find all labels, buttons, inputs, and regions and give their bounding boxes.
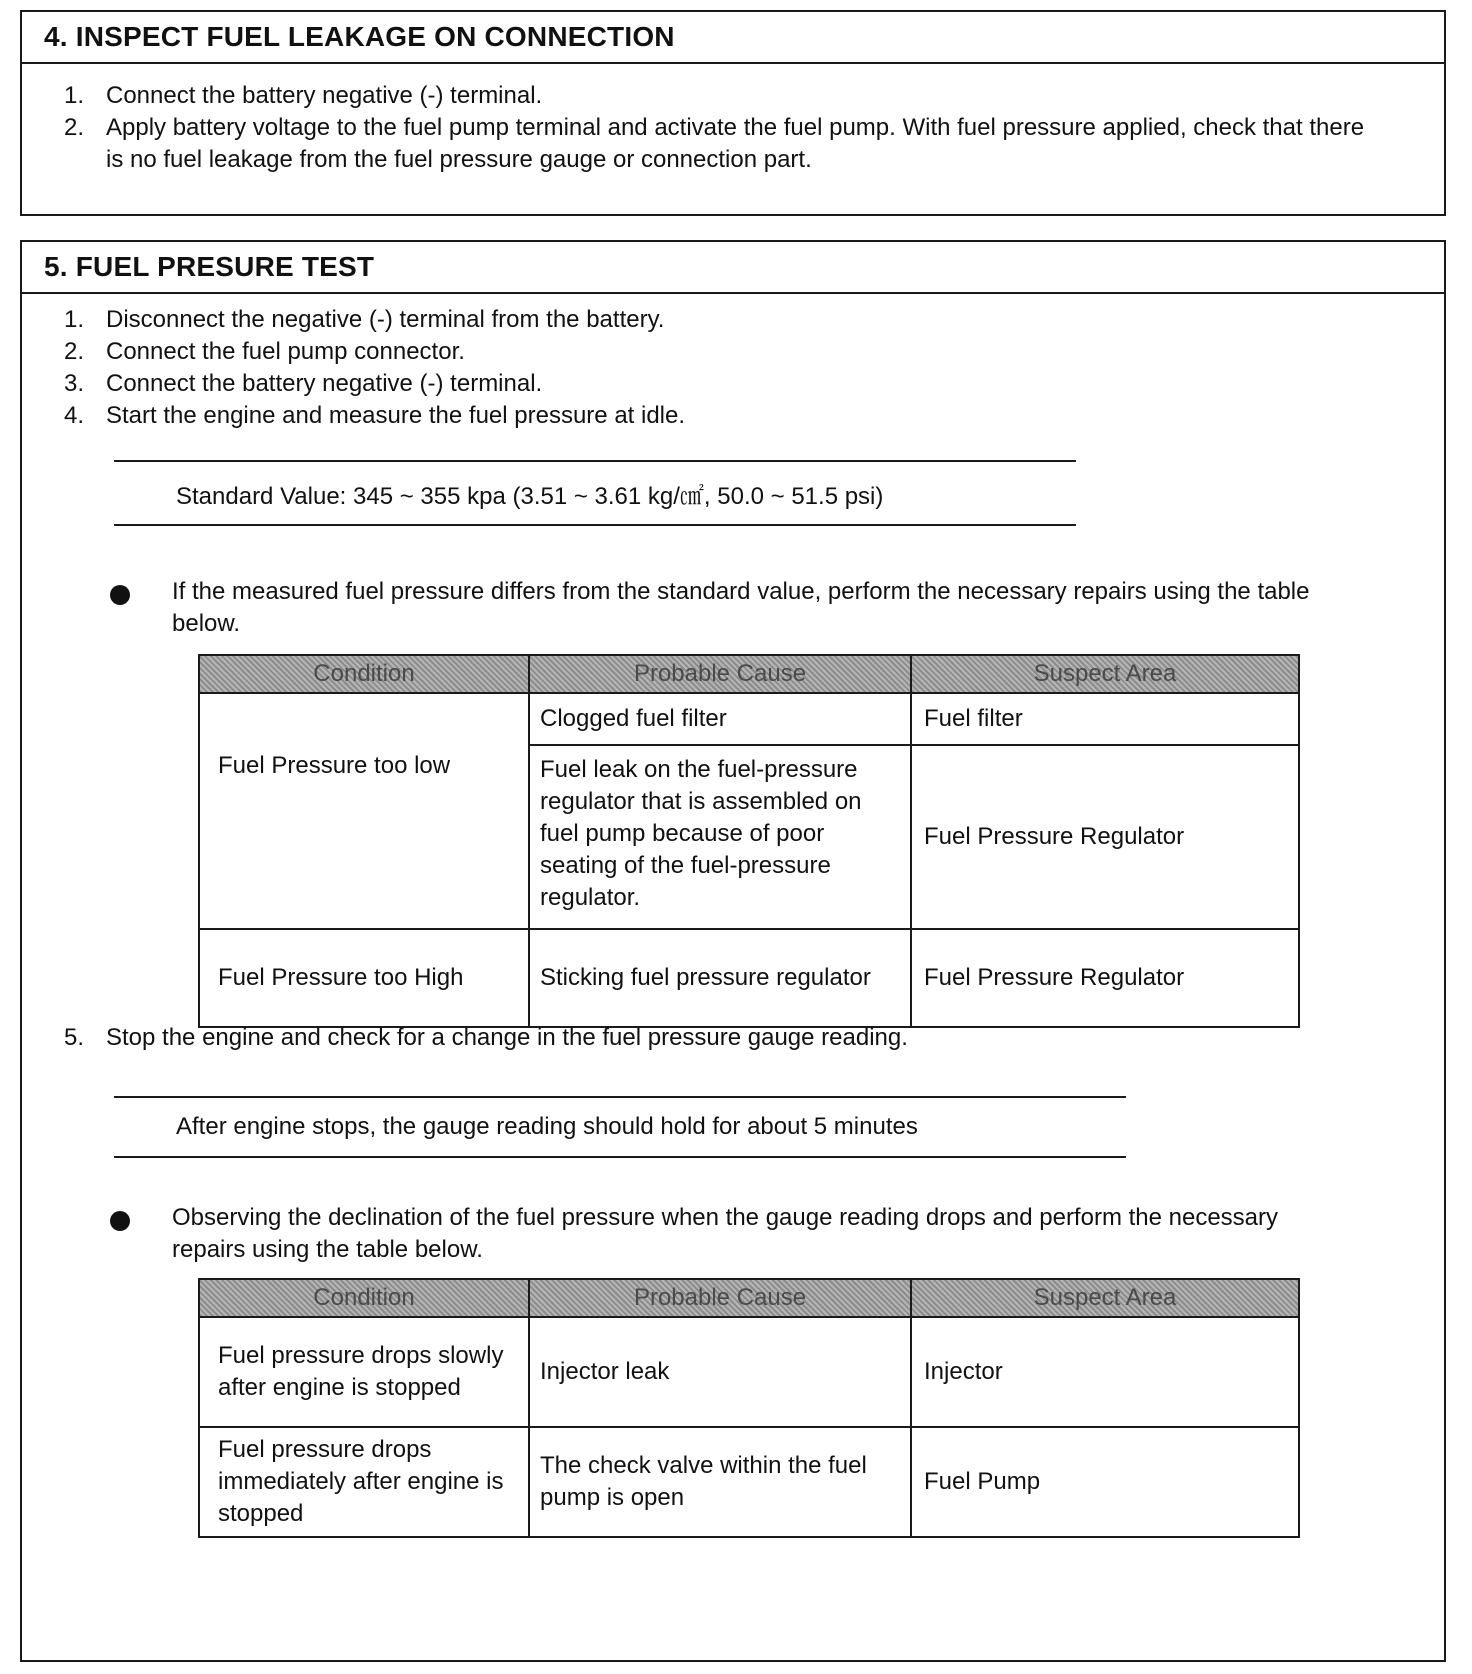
- bullet-icon: [110, 585, 130, 605]
- table-cell-remedy: Fuel Pressure Regulator: [911, 745, 1299, 929]
- note-text: If the measured fuel pressure differs from the standard value, perform the necessary repairs using the table below.: [172, 578, 1310, 637]
- table-cell-condition: Fuel pressure drops immediately after engine is stopped: [199, 1427, 529, 1537]
- step-text: Connect the fuel pump connector.: [106, 338, 465, 365]
- section-5-title: 5. FUEL PRESURE TEST: [22, 242, 1444, 294]
- step-text: Start the engine and measure the fuel pressure at idle.: [106, 402, 686, 429]
- step-number: 5.: [64, 1024, 85, 1051]
- pressure-drop-table: [198, 1278, 1300, 1538]
- bullet-icon: [110, 1211, 130, 1231]
- table-cell-cause: Clogged fuel filter: [529, 693, 911, 745]
- column-header: Suspect Area: [911, 655, 1299, 693]
- table-row: [199, 929, 1299, 1027]
- table-cell-cause: The check valve within the fuel pump is open: [529, 1427, 911, 1537]
- section-5-step-5: [62, 1022, 1384, 1054]
- column-header: Suspect Area: [911, 1279, 1299, 1317]
- divider: [114, 460, 1076, 462]
- divider: [114, 1096, 1126, 1098]
- table-header-row: [199, 1279, 1299, 1317]
- divider: [114, 1156, 1126, 1158]
- section-4-title: 4. INSPECT FUEL LEAKAGE ON CONNECTION: [22, 12, 1444, 64]
- table-row: [199, 693, 1299, 745]
- table-cell-condition: Fuel Pressure too low: [199, 693, 529, 929]
- column-header: Condition: [199, 1279, 529, 1317]
- list-item: [62, 336, 1384, 368]
- note-bullet: [110, 1202, 1324, 1266]
- pressure-diagnosis-table: [198, 654, 1300, 1028]
- section-inspect-fuel-leakage: [20, 10, 1446, 216]
- table-cell-remedy: Injector: [911, 1317, 1299, 1427]
- hold-note: After engine stops, the gauge reading should hold for about 5 minutes: [176, 1113, 918, 1140]
- step-text: Connect the battery negative (-) terminal.: [106, 82, 543, 109]
- section-4-steps: [62, 80, 1384, 176]
- list-item: [62, 1022, 1384, 1054]
- section-fuel-pressure-test: [20, 240, 1446, 1662]
- table-cell-remedy: Fuel Pressure Regulator: [911, 929, 1299, 1027]
- step-text: Apply battery voltage to the fuel pump terminal and activate the fuel pump. With fuel pressure applied, check that there is no fuel leakage from the fuel pressure gauge or connection part.: [106, 114, 1365, 173]
- step-text: Stop the engine and check for a change in the fuel pressure gauge reading.: [106, 1024, 908, 1051]
- step-number: 4.: [64, 402, 85, 429]
- table-cell-condition: Fuel pressure drops slowly after engine is stopped: [199, 1317, 529, 1427]
- list-item: [62, 400, 1384, 432]
- list-item: [62, 304, 1384, 336]
- step-number: 3.: [64, 370, 85, 397]
- standard-value: Standard Value: 345 ~ 355 kpa (3.51 ~ 3.61 kg/㎠, 50.0 ~ 51.5 psi): [176, 483, 884, 510]
- step-number: 2.: [64, 114, 85, 141]
- step-number: 2.: [64, 338, 85, 365]
- note-bullet: [110, 576, 1324, 640]
- section-5-steps: [62, 304, 1384, 432]
- table-cell-cause: Sticking fuel pressure regulator: [529, 929, 911, 1027]
- table-row: [199, 1427, 1299, 1537]
- step-number: 1.: [64, 306, 85, 333]
- column-header: Probable Cause: [529, 1279, 911, 1317]
- list-item: [62, 368, 1384, 400]
- note-text: Observing the declination of the fuel pressure when the gauge reading drops and perform the necessary repairs using the table below.: [172, 1204, 1279, 1263]
- table-cell-cause: Injector leak: [529, 1317, 911, 1427]
- divider: [114, 524, 1076, 526]
- step-text: Disconnect the negative (-) terminal from the battery.: [106, 306, 665, 333]
- step-text: Connect the battery negative (-) terminal.: [106, 370, 543, 397]
- table-row: [199, 1317, 1299, 1427]
- list-item: [62, 80, 1384, 112]
- column-header: Probable Cause: [529, 655, 911, 693]
- table-cell-condition: Fuel Pressure too High: [199, 929, 529, 1027]
- table-cell-remedy: Fuel filter: [911, 693, 1299, 745]
- column-header: Condition: [199, 655, 529, 693]
- table-cell-cause: Fuel leak on the fuel-pressure regulator that is assembled on fuel pump because of poor seating of the fuel-pressure regulator.: [529, 745, 911, 929]
- step-number: 1.: [64, 82, 85, 109]
- table-header-row: [199, 655, 1299, 693]
- table-cell-remedy: Fuel Pump: [911, 1427, 1299, 1537]
- list-item: [62, 112, 1384, 176]
